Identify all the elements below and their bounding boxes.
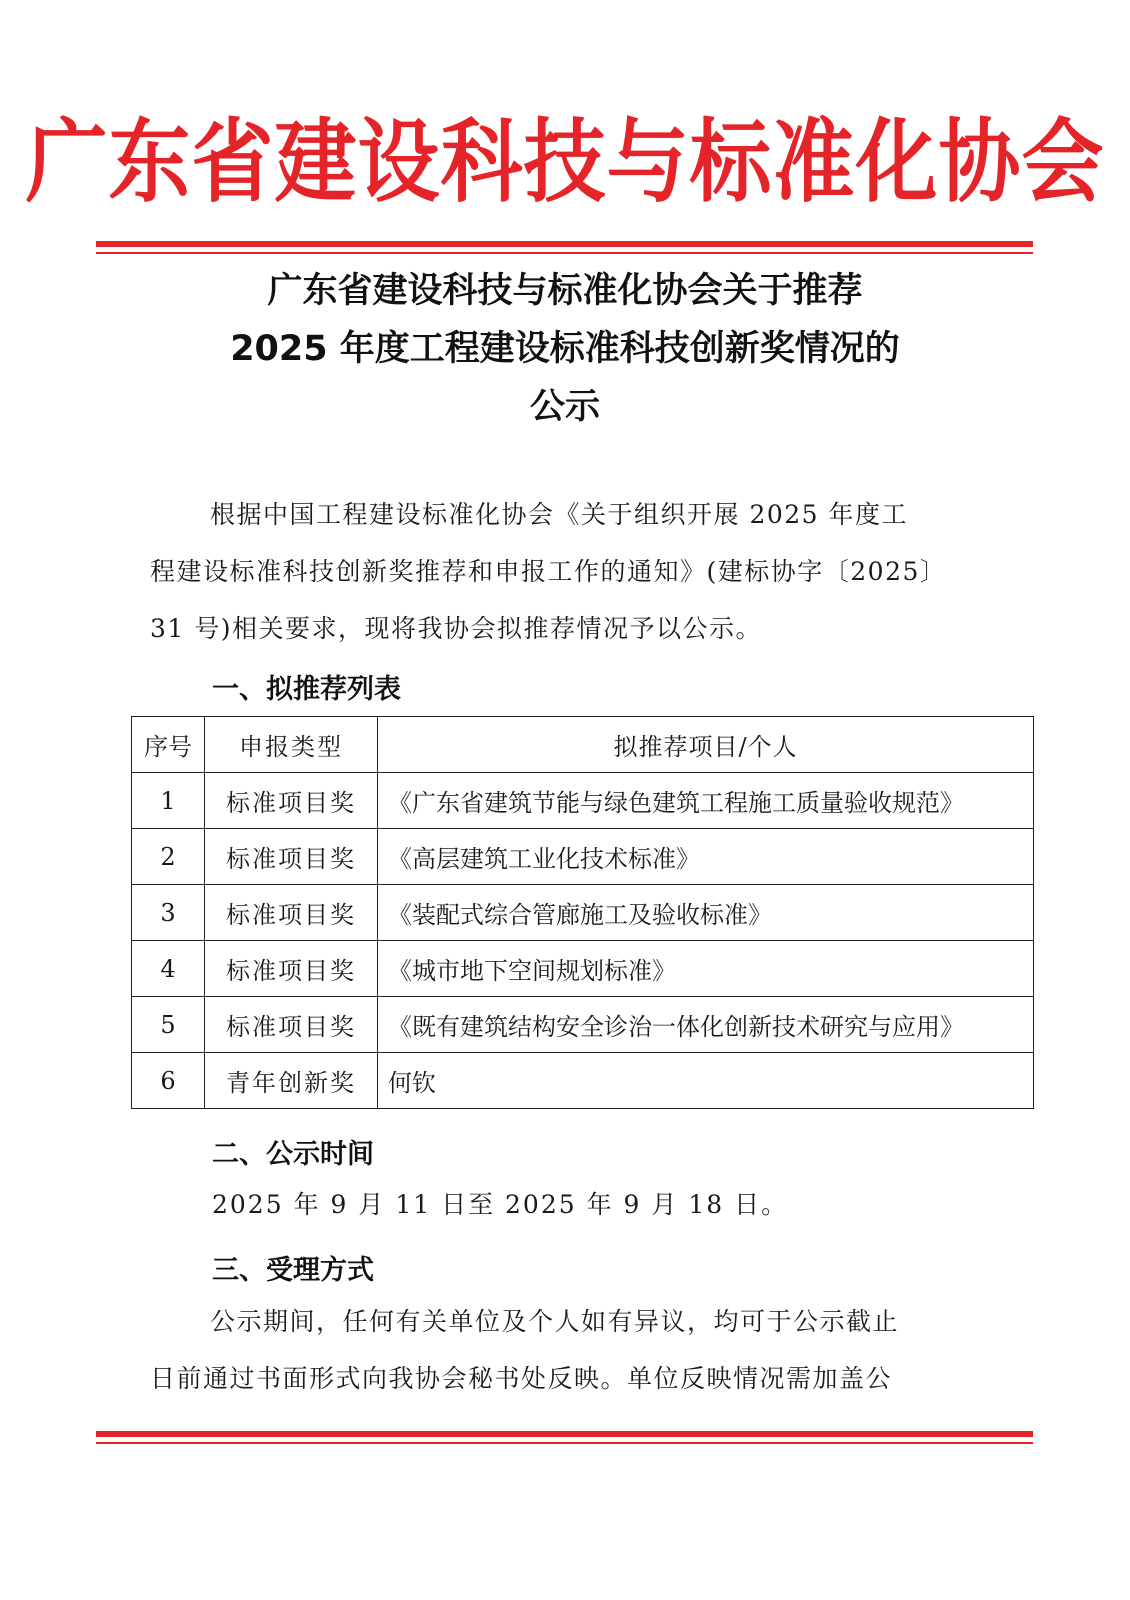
row-number: 4 xyxy=(132,941,205,997)
intro-paragraph xyxy=(150,486,1000,657)
row-number: 2 xyxy=(132,829,205,885)
row-type: 标准项目奖 xyxy=(205,997,378,1053)
table-row xyxy=(132,1053,1034,1109)
row-number: 5 xyxy=(132,997,205,1053)
section-3-heading: 三、受理方式 xyxy=(212,1255,374,1286)
section-1-heading: 一、拟推荐列表 xyxy=(212,674,401,705)
intro-line-1: 根据中国工程建设标准化协会《关于组织开展 2025 年度工 xyxy=(210,500,909,529)
row-type: 青年创新奖 xyxy=(205,1053,378,1109)
document-title-line-2: 2025 年度工程建设标准科技创新奖情况的 xyxy=(230,329,900,369)
table-row xyxy=(132,885,1034,941)
row-type: 标准项目奖 xyxy=(205,941,378,997)
row-item: 《装配式综合管廊施工及验收标准》 xyxy=(378,885,1034,941)
acceptance-line-1: 公示期间，任何有关单位及个人如有异议，均可于公示截止 xyxy=(210,1307,900,1336)
header-number: 序号 xyxy=(132,717,205,773)
acceptance-paragraph xyxy=(150,1293,1000,1407)
document-title-line-3: 公示 xyxy=(529,387,600,427)
intro-line-3: 31 号)相关要求，现将我协会拟推荐情况予以公示。 xyxy=(150,614,763,643)
row-item: 《城市地下空间规划标准》 xyxy=(378,941,1034,997)
document-title-line-1: 广东省建设科技与标准化协会关于推荐 xyxy=(267,271,863,311)
footer-rule xyxy=(96,1431,1033,1444)
table-row xyxy=(132,941,1034,997)
letterhead-org-name: 广东省建设科技与标准化协会 xyxy=(25,109,1105,215)
table-row xyxy=(132,773,1034,829)
row-number: 1 xyxy=(132,773,205,829)
header-item: 拟推荐项目/个人 xyxy=(378,717,1034,773)
row-item: 《高层建筑工业化技术标准》 xyxy=(378,829,1034,885)
row-type: 标准项目奖 xyxy=(205,885,378,941)
acceptance-line-2: 日前通过书面形式向我协会秘书处反映。单位反映情况需加盖公 xyxy=(150,1364,893,1393)
intro-line-2: 程建设标准科技创新奖推荐和申报工作的通知》(建标协字〔2025〕 xyxy=(150,557,947,586)
row-number: 3 xyxy=(132,885,205,941)
table-header-row xyxy=(132,717,1034,773)
recommendation-table xyxy=(131,716,1034,1109)
table-row xyxy=(132,829,1034,885)
row-type: 标准项目奖 xyxy=(205,829,378,885)
letterhead-top-rule xyxy=(96,241,1033,254)
header-type: 申报类型 xyxy=(205,717,378,773)
document-title xyxy=(0,262,1130,436)
section-2-heading: 二、公示时间 xyxy=(212,1139,374,1170)
publicity-period: 2025 年 9 月 11 日至 2025 年 9 月 18 日。 xyxy=(212,1190,789,1219)
row-item: 《既有建筑结构安全诊治一体化创新技术研究与应用》 xyxy=(378,997,1034,1053)
row-item: 《广东省建筑节能与绿色建筑工程施工质量验收规范》 xyxy=(378,773,1034,829)
row-item: 何钦 xyxy=(378,1053,1034,1109)
table-row xyxy=(132,997,1034,1053)
row-number: 6 xyxy=(132,1053,205,1109)
row-type: 标准项目奖 xyxy=(205,773,378,829)
